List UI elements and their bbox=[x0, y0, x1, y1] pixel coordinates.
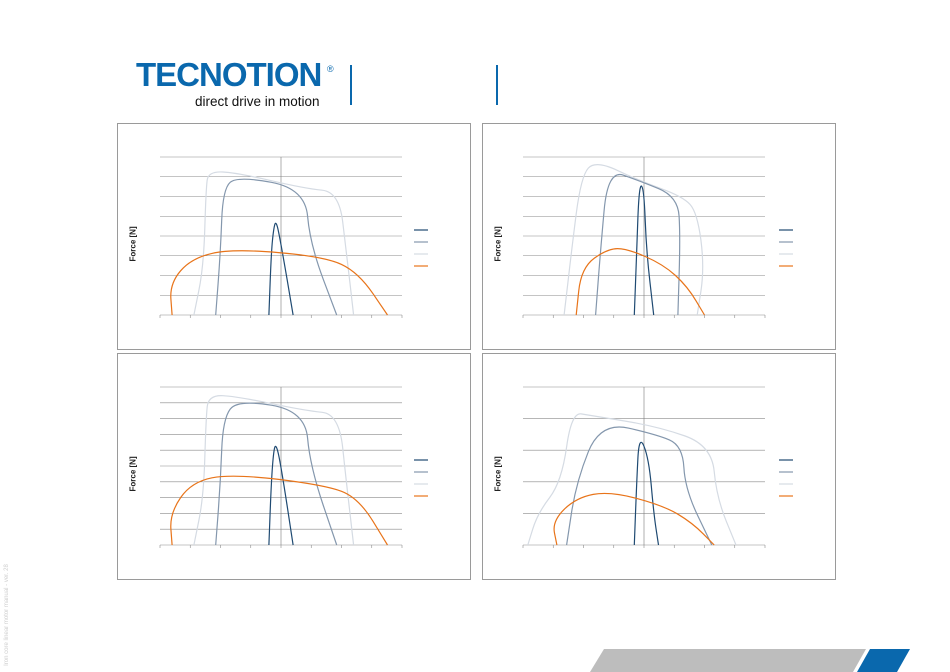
y-axis-label: Force [N] bbox=[493, 226, 503, 262]
y-axis-label: Force [N] bbox=[493, 456, 503, 492]
logo-wordmark: TECNOTION bbox=[136, 56, 322, 93]
registered-icon: ® bbox=[327, 64, 334, 74]
side-document-text: Iron core linear motor manual - ver. 28 bbox=[3, 564, 10, 666]
y-axis-label: Force [N] bbox=[128, 226, 138, 262]
footer-blue-bar bbox=[857, 649, 910, 672]
y-axis-label: Force [N] bbox=[128, 456, 138, 492]
footer-gray-bar bbox=[590, 649, 866, 672]
logo-tagline: direct drive in motion bbox=[195, 94, 320, 109]
